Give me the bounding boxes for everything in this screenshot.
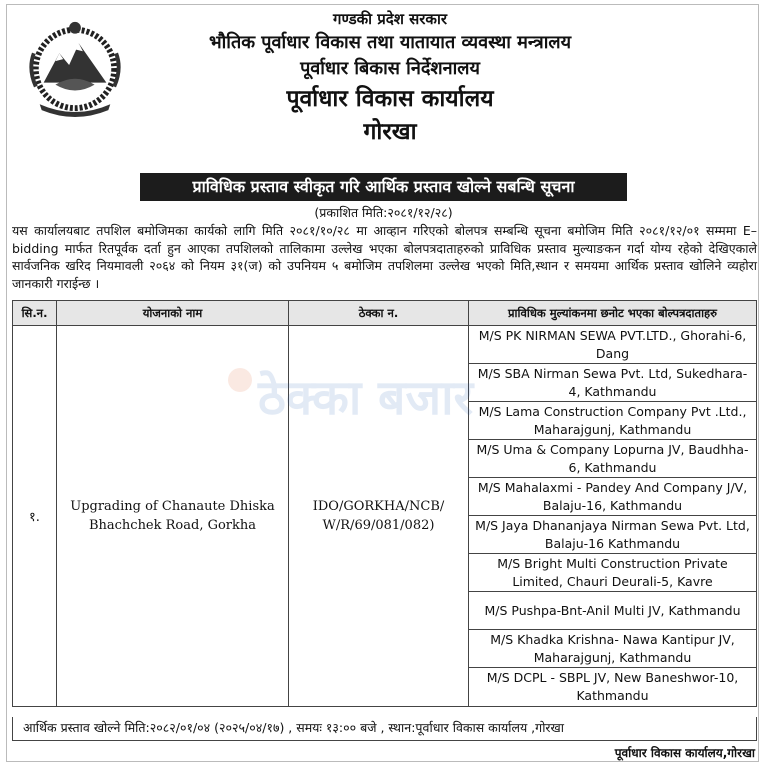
notice-title: प्राविधिक प्रस्ताव स्वीकृत गरि आर्थिक प्रस्ताव खोल्ने सबन्धि सूचना (140, 173, 627, 201)
directorate-name: पूर्वाधार बिकास निर्देशनालय (300, 58, 480, 79)
row-project-name: Upgrading of Chanaute Dhiska Bhachchek Road, Gorkha (57, 326, 289, 707)
bidder-2: M/S SBA Nirman Sewa Pvt. Ltd, Sukedhara-4, Kathmandu (469, 364, 756, 402)
bidder-8: M/S Pushpa-Bnt-Anil Multi JV, Kathmandu (469, 592, 756, 630)
ministry-name: भौतिक पूर्वाधार विकास तथा यातायात व्यवस्था मन्त्रालय (208, 32, 572, 53)
office-signature: पूर्वाधार विकास कार्यालय,गोरखा (614, 746, 755, 760)
watermark-logo (218, 358, 518, 428)
bidder-7: M/S Bright Multi Construction Private Limited, Chauri Deurali-5, Kavre (469, 554, 756, 592)
header-project-name: योजनाको नाम (57, 301, 289, 326)
bidder-6: M/S Jaya Dhananjaya Nirman Sewa Pvt. Ltd, Balaju-16 Kathmandu (469, 516, 756, 554)
bidder-5: M/S Mahalaxmi - Pandey And Company J/V, Balaju-16, Kathmandu (469, 478, 756, 516)
bidder-10: M/S DCPL - SBPL JV, New Baneshwor-10, Kathmandu (486, 670, 739, 703)
watermark-text: ठेक्का बजार (258, 370, 474, 426)
office-location: गोरखा (363, 119, 417, 145)
bidder-1: M/S PK NIRMAN SEWA PVT.LTD., Ghorahi-6, Dang (469, 326, 756, 364)
header-contract-no: ठेक्का न. (289, 301, 469, 326)
published-date: (प्रकाशित मिति:२०८१/१२/२८) (314, 205, 453, 220)
row-contract-no: IDO/GORKHA/NCB/ W/R/69/081/082) (289, 326, 469, 707)
table-header-row (13, 301, 757, 326)
bidder-4: M/S Uma & Company Lopurna JV, Baudhha-6, Kathmandu (469, 440, 756, 478)
province-government: गण्डकी प्रदेश सरकार (333, 10, 447, 28)
intro-paragraph: यस कार्यालयबाट तपशिल बमोजिमका कार्यको लागि मिति २०८१/१०/२८ मा आव्हान गरिएको बोलपत्र सम्बन्धि सूचना बमोजिम मिति २०८१/१२/०१ सम्ममा E–bidding मार्फत रितपूर्वक दर्ता हुन आएका तपशिलको तालिकामा उल्लेख भएका बोलपत्रदाताहरुको प्राविधिक प्रस्ताव मुल्याङकन गर्दा योग्य रहेको देखिएकाले सार्वजनिक खरिद नियमावली २०६४ को नियम ३१(ज) को उपनियम ५ बमोजिम तपशिलमा उल्लेख भएको मिति,स्थान र समयमा आर्थिक प्रस्ताव खोलिने व्यहोरा जानकारी गराईन्छ । (12, 223, 757, 291)
office-header (120, 8, 660, 148)
nepal-emblem-icon (26, 14, 124, 118)
header-bidders: प्राविधिक मुल्यांकनमा छनोट भएका बोल्पत्रदाताहरु (469, 301, 757, 326)
bidder-3: M/S Lama Construction Company Pvt .Ltd., Maharajgunj, Kathmandu (469, 402, 756, 440)
bidder-9: M/S Khadka Krishna- Nawa Kantipur JV, Maharajgunj, Kathmandu (469, 630, 756, 668)
header-serial: सि.न. (13, 301, 57, 326)
row-serial: १. (13, 326, 57, 707)
office-name: पूर्वाधार विकास कार्यालय (286, 86, 494, 112)
financial-opening-info: आर्थिक प्रस्ताव खोल्ने मिति:२०८२/०१/०४ (२०२५/०४/१७) , समयः १३:०० बजे , स्थान:पूर्वाधार विकास कार्यालय ,गोरखा (12, 717, 757, 741)
